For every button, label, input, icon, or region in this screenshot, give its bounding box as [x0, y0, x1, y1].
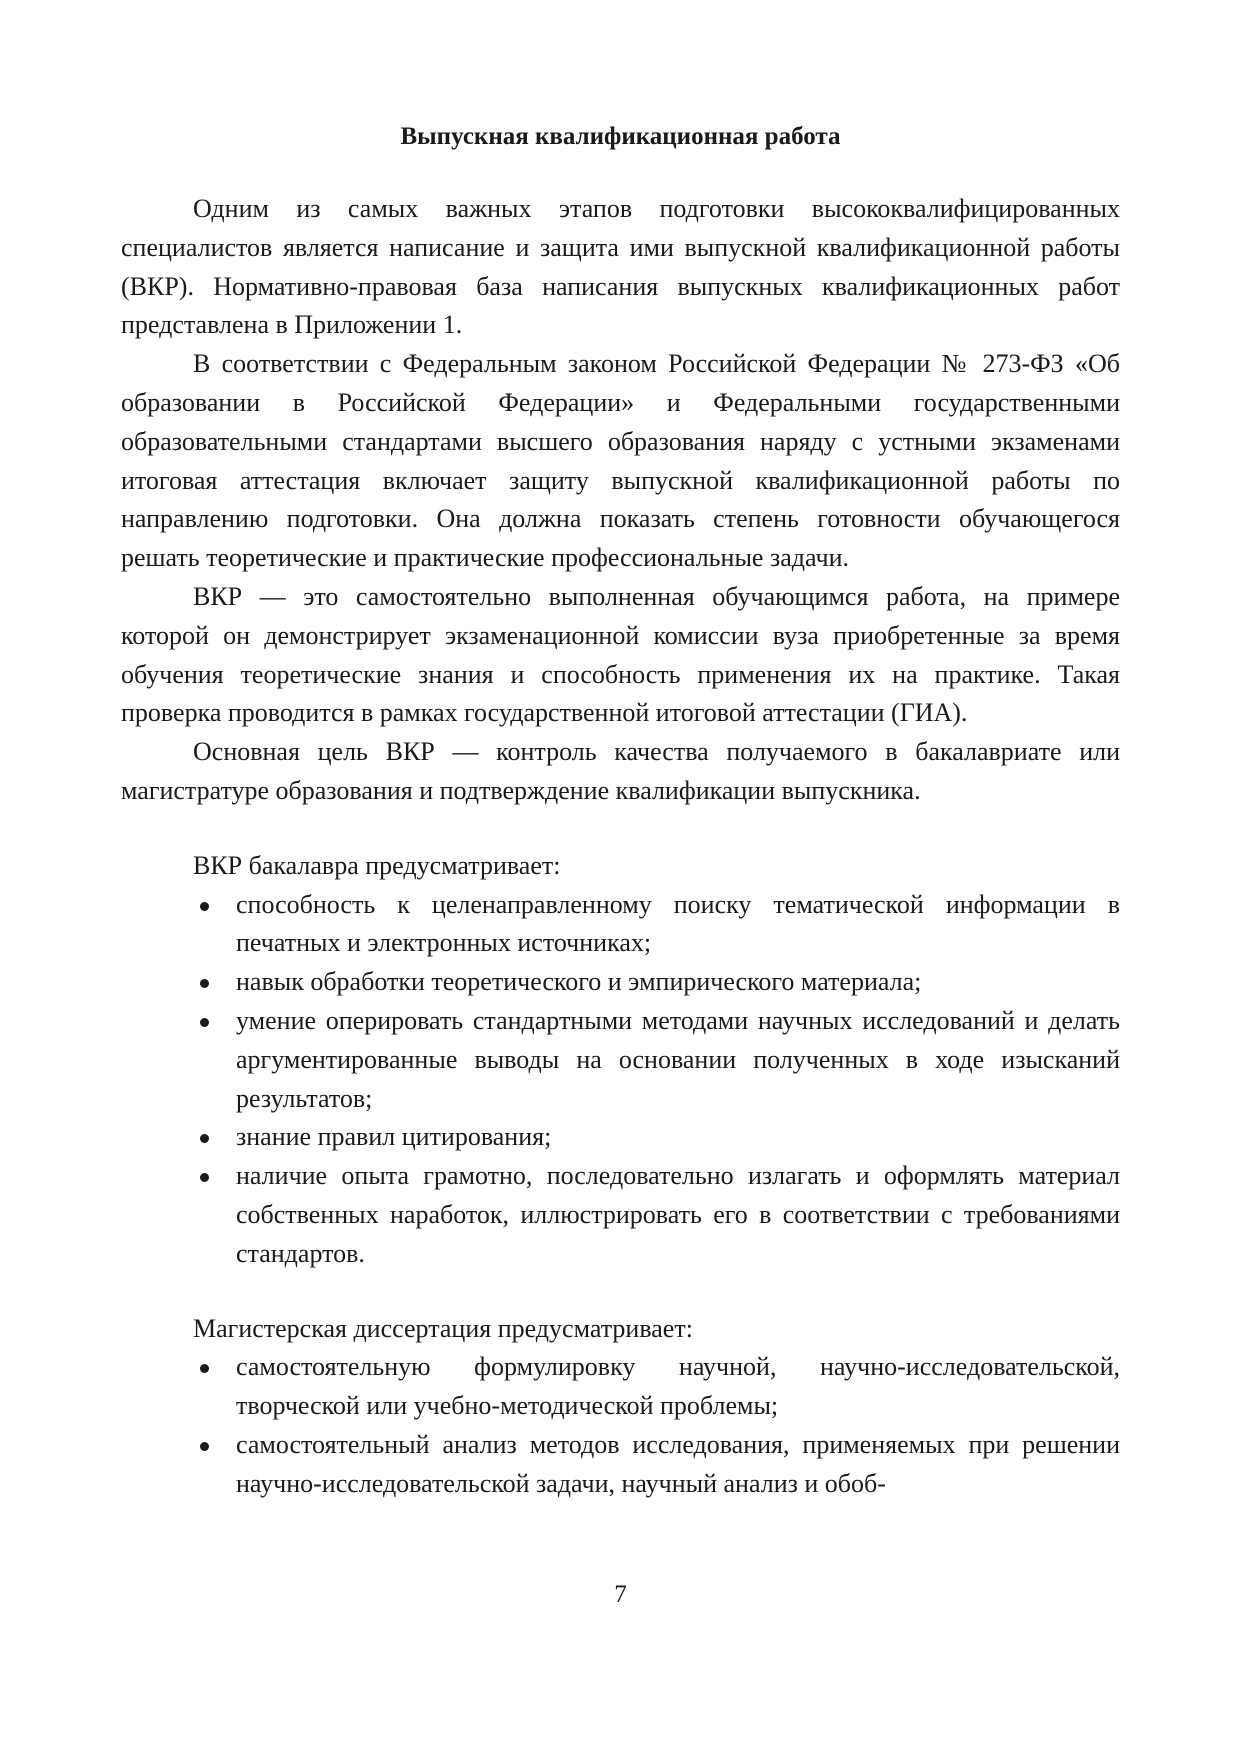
- paragraph-federal-law: В соответствии с Федеральным законом Российской Федерации № 273-ФЗ «Об образовании в Российской Федерации» и Федеральными государственными образовательными стандартами высшего образования наряду с устными экзаменами итоговая аттестация включает защиту выпускной квалификационной работы по направлению подготовки. Она должна показать степень готовности обучающегося решать теоретические и практические профессиональные задачи.: [121, 349, 1120, 573]
- page-number: 7: [614, 1581, 627, 1608]
- master-list-intro: Магистерская диссертация предусматривает:: [193, 1313, 693, 1343]
- master-list: [121, 1348, 1120, 1503]
- list-item-text: навык обработки теоретического и эмпирического материала;: [236, 967, 922, 997]
- bullet-icon: [200, 979, 209, 988]
- list-item-text: наличие опыта грамотно, последовательно излагать и оформлять материал собственных наработок, иллюстрировать его в соответствии с требованиями стандартов.: [236, 1161, 1120, 1268]
- bullet-icon: [200, 1173, 209, 1182]
- bullet-icon: [200, 1134, 209, 1143]
- list-item-text: самостоятельную формулировку научной, научно-исследовательской, творческой или учебно-методической проблемы;: [236, 1352, 1120, 1421]
- bullet-icon: [200, 1018, 209, 1027]
- list-item: [121, 1002, 1120, 1118]
- bullet-icon: [200, 1442, 209, 1451]
- list-item: [121, 963, 1120, 1002]
- paragraph-vkr-definition: ВКР — это самостоятельно выполненная обучающимся работа, на примере которой он демонстрирует экзаменационной комиссии вуза приобретенные за время обучения теоретические знания и способность применения их на практике. Такая проверка проводится в рамках государственной итоговой аттестации (ГИА).: [121, 581, 1120, 728]
- bullet-icon: [200, 1364, 209, 1373]
- list-item-text: знание правил цитирования;: [236, 1122, 552, 1152]
- list-item: [121, 886, 1120, 964]
- list-item-text: способность к целенаправленному поиску тематической информации в печатных и электронных источниках;: [236, 889, 1120, 958]
- paragraph-main-goal: Основная цель ВКР — контроль качества получаемого в бакалавриате или магистратуре образования и подтверждение квалификации выпускника.: [121, 737, 1120, 805]
- list-item-text: умение оперировать стандартными методами научных исследований и делать аргументированные выводы на основании полученных в ходе изысканий результатов;: [236, 1005, 1120, 1113]
- bachelor-list-intro: ВКР бакалавра предусматривает:: [193, 850, 561, 880]
- list-item: [121, 1157, 1120, 1273]
- bachelor-list: [121, 886, 1120, 1274]
- spacer: [121, 811, 1120, 847]
- bullet-icon: [200, 902, 209, 911]
- list-item: [121, 1348, 1120, 1426]
- paragraph-intro: Одним из самых важных этапов подготовки высококвалифицированных специалистов является написание и защита ими выпускной квалификационной работы (ВКР). Нормативно-правовая база написания выпускных квалификационных работ представлена в Приложении 1.: [121, 194, 1120, 340]
- list-item: [121, 1426, 1120, 1504]
- spacer: [121, 1274, 1120, 1310]
- page-title: Выпускная квалификационная работа: [400, 123, 841, 150]
- list-item: [121, 1118, 1120, 1157]
- list-item-text: самостоятельный анализ методов исследования, применяемых при решении научно-исследовательской задачи, научный анализ и обоб-: [236, 1429, 1120, 1498]
- document-page: [121, 118, 1120, 1504]
